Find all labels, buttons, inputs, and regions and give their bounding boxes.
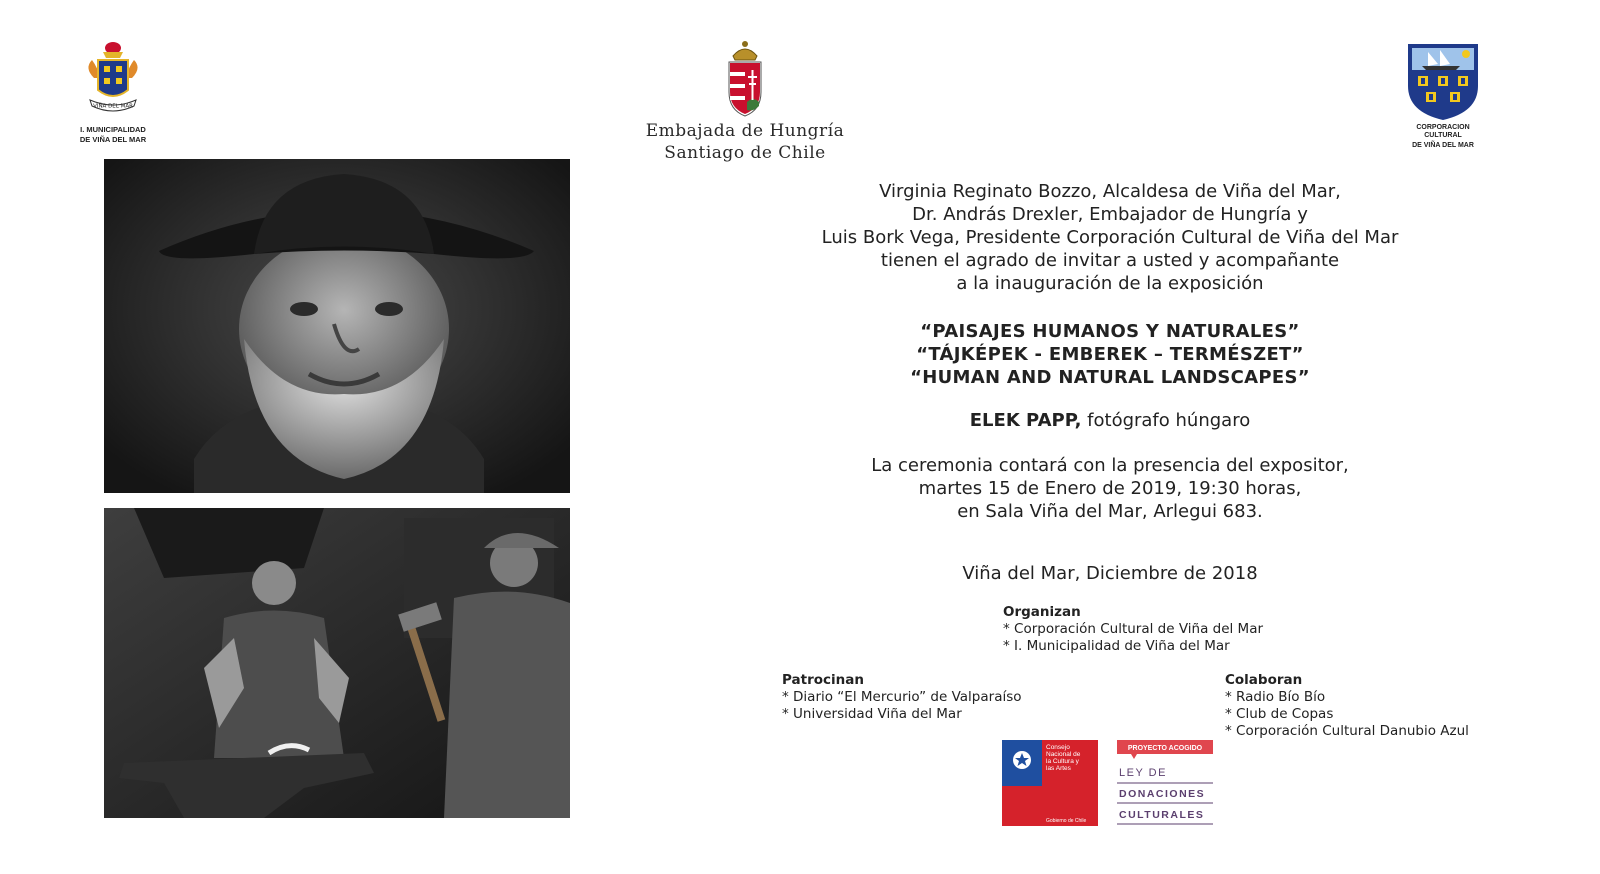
hungary-embassy-title: Embajada de Hungría bbox=[645, 121, 845, 141]
colaboran-item: * Club de Copas bbox=[1225, 706, 1334, 722]
hungary-coat-of-arms-icon bbox=[725, 40, 765, 118]
cnca-text: las Artes bbox=[1046, 765, 1071, 772]
organizan-item: * I. Municipalidad de Viña del Mar bbox=[1003, 638, 1230, 654]
photographer-line bbox=[760, 409, 1460, 432]
colaboran-block bbox=[1225, 672, 1469, 740]
hungary-embassy-city: Santiago de Chile bbox=[664, 143, 826, 163]
ceremony-line: en Sala Viña del Mar, Arlegui 683. bbox=[957, 501, 1263, 522]
organizan-heading: Organizan bbox=[1003, 604, 1081, 620]
colaboran-item: * Radio Bío Bío bbox=[1225, 689, 1326, 705]
invitation-line: Luis Bork Vega, Presidente Corporación Cultural de Viña del Mar bbox=[821, 227, 1399, 248]
ley-donaciones-logo bbox=[1117, 740, 1213, 826]
ley-text: DONACIONES bbox=[1119, 788, 1206, 800]
organizan-item: * Corporación Cultural de Viña del Mar bbox=[1003, 621, 1264, 637]
vina-coat-of-arms-icon bbox=[70, 38, 156, 124]
ley-text: LEY DE bbox=[1119, 767, 1167, 779]
title-english: “HUMAN AND NATURAL LANDSCAPES” bbox=[910, 367, 1310, 388]
ceremony-line: La ceremonia contará con la presencia del expositor, bbox=[871, 455, 1349, 476]
invitation-line: a la inauguración de la exposición bbox=[956, 273, 1264, 294]
vina-caption-1: I. MUNICIPALIDAD bbox=[80, 125, 146, 134]
ley-text: CULTURALES bbox=[1119, 809, 1205, 821]
exhibition-titles bbox=[760, 320, 1460, 389]
invitation-paragraph bbox=[760, 180, 1460, 295]
title-spanish: “PAISAJES HUMANOS Y NATURALES” bbox=[920, 321, 1300, 342]
corporacion-caption-1: CORPORACION CULTURAL bbox=[1416, 124, 1470, 139]
corporacion-caption-2: DE VIÑA DEL MAR bbox=[1412, 142, 1474, 149]
organizan-block bbox=[1003, 604, 1263, 655]
ceremony-paragraph bbox=[760, 454, 1460, 523]
cnca-text: la Cultura y bbox=[1046, 758, 1079, 765]
patrocinan-heading: Patrocinan bbox=[782, 672, 864, 688]
photo-old-man-portrait bbox=[104, 159, 570, 493]
invitation-line: Dr. András Drexler, Embajador de Hungría y bbox=[912, 204, 1308, 225]
cnca-text: Consejo bbox=[1046, 744, 1070, 751]
cnca-logo bbox=[1002, 740, 1098, 826]
corporacion-shield-icon bbox=[1404, 40, 1482, 122]
invitation-line: tienen el agrado de invitar a usted y acompañante bbox=[880, 250, 1340, 271]
invitation-line: Virginia Reginato Bozzo, Alcaldesa de Viña del Mar, bbox=[879, 181, 1341, 202]
ceremony-line: martes 15 de Enero de 2019, 19:30 horas, bbox=[918, 478, 1302, 499]
cnca-footer: Gobierno de Chile bbox=[1046, 818, 1087, 824]
photo-blacksmiths bbox=[104, 508, 570, 818]
ley-badge: PROYECTO ACOGIDO bbox=[1127, 745, 1203, 752]
colaboran-heading: Colaboran bbox=[1225, 672, 1303, 688]
cnca-text: Nacional de bbox=[1046, 751, 1081, 758]
municipalidad-vina-logo bbox=[68, 38, 158, 144]
vina-ribbon-text: VIÑA DEL MAR bbox=[93, 103, 133, 110]
photographer-name: ELEK PAPP, bbox=[969, 410, 1082, 431]
photographer-role: fotógrafo húngaro bbox=[1081, 410, 1251, 431]
patrocinan-item: * Universidad Viña del Mar bbox=[782, 706, 962, 722]
title-hungarian: “TÁJKÉPEK - EMBEREK – TERMÉSZET” bbox=[916, 344, 1304, 365]
dateline: Viña del Mar, Diciembre de 2018 bbox=[962, 563, 1258, 584]
vina-caption-2: DE VIÑA DEL MAR bbox=[79, 135, 147, 144]
hungary-embassy-logo bbox=[620, 40, 870, 163]
patrocinan-item: * Diario “El Mercurio” de Valparaíso bbox=[782, 689, 1022, 705]
corporacion-cultural-logo bbox=[1398, 40, 1488, 150]
colaboran-item: * Corporación Cultural Danubio Azul bbox=[1225, 723, 1469, 739]
patrocinan-block bbox=[782, 672, 1022, 723]
